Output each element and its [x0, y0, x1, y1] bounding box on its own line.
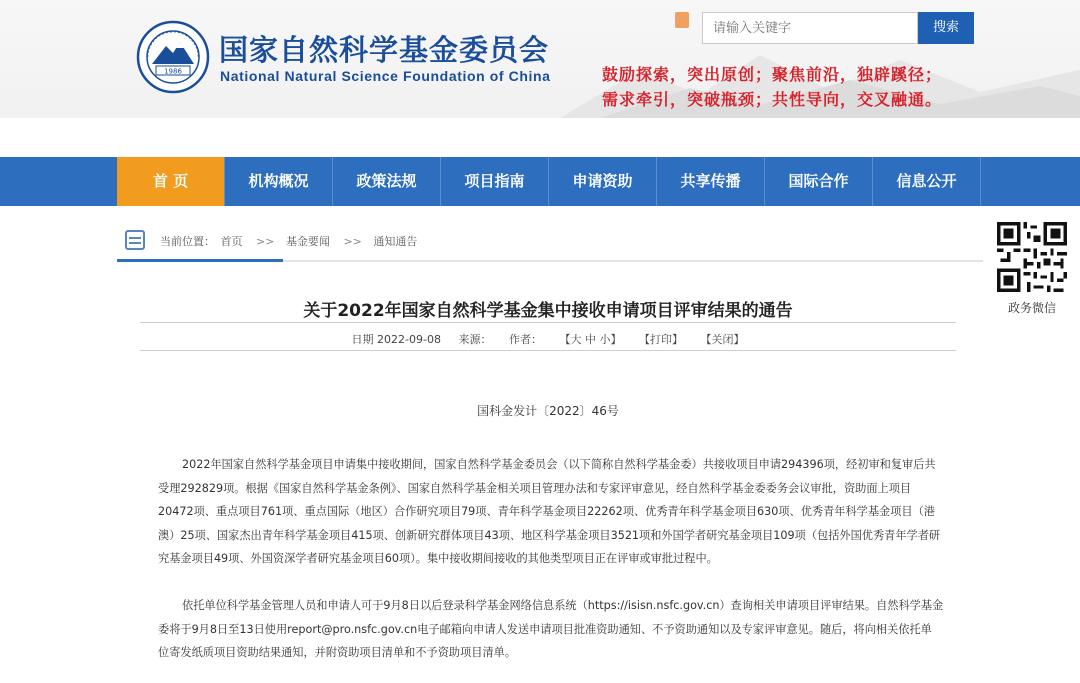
article-author: 作者：	[508, 333, 542, 346]
paragraph-line: 2022年国家自然科学基金项目申请集中接收期间，国家自然科学基金委员会（以下简称自然科学基金委）共接收项目申请294396项，经初审和复审后共	[182, 458, 936, 471]
qr-code-icon	[997, 222, 1067, 292]
paragraph-line: 究基金项目49项、外国资深学者研究基金项目60项）。集中接收期间接收的其他类型项目正在评审或审批过程中。	[158, 552, 718, 565]
search-button[interactable]: 搜索	[918, 12, 974, 44]
search-input[interactable]	[702, 12, 918, 44]
document-icon	[125, 230, 145, 250]
print-link[interactable]: 【打印】	[638, 333, 683, 346]
breadcrumb-separator: >>	[256, 235, 275, 248]
site-subtitle: National Natural Science Foundation of China	[220, 68, 551, 84]
nav-item-disclosure[interactable]: 信息公开	[873, 157, 981, 206]
meta-divider-bottom	[140, 350, 956, 351]
site-title: 国家自然科学基金委员会	[219, 33, 550, 67]
article-source: 来源：	[458, 333, 492, 346]
font-size-controls[interactable]: 【大 中 小】	[559, 333, 622, 346]
document-number: 国科金发计〔2022〕46号	[477, 404, 619, 418]
nav-item-home[interactable]: 首 页	[117, 157, 225, 206]
svg-text:1986: 1986	[164, 67, 182, 76]
breadcrumb-item-notices[interactable]: 通知通告	[373, 235, 418, 248]
paragraph-line: 位寄发纸质项目资助结果通知，并附资助项目清单和不予资助项目清单。	[158, 646, 517, 659]
nav-item-funding[interactable]: 申请资助	[549, 157, 657, 206]
paragraph-line: 20472项、重点项目761项、重点国际（地区）合作研究项目79项、青年科学基金项目22262项、优秀青年科学基金项目630项、优秀青年科学基金项目（港	[158, 505, 935, 518]
nav-item-guide[interactable]: 项目指南	[441, 157, 549, 206]
paragraph-1	[158, 453, 944, 571]
paragraph-2	[158, 594, 944, 665]
slogan-line-1: 鼓励探索，突出原创；聚焦前沿，独辟蹊径；	[602, 65, 943, 84]
main-nav	[0, 157, 1080, 206]
language-icon[interactable]	[675, 12, 689, 28]
breadcrumb-item-home[interactable]: 首页	[220, 235, 243, 248]
breadcrumb-divider-accent	[117, 259, 283, 262]
slogan-line-2: 需求牵引，突破瓶颈；共性导向，交叉融通。	[602, 90, 943, 109]
breadcrumb	[160, 233, 419, 249]
qr-label: 政务微信	[1007, 301, 1056, 315]
paragraph-line: 受理292829项。根据《国家自然科学基金条例》、国家自然科学基金相关项目管理办法和专家评审意见，经自然科学基金委委务会议审批，资助面上项目	[158, 481, 912, 495]
nav-item-about[interactable]: 机构概况	[225, 157, 333, 206]
article-meta	[140, 331, 956, 347]
paragraph-line: 澳）25项、国家杰出青年科学基金项目415项、创新研究群体项目43项、地区科学基金项目3521项和外国学者研究基金项目109项（包括外国优秀青年学者研	[158, 528, 941, 542]
nsfc-logo-icon[interactable]	[136, 20, 210, 94]
site-header	[0, 0, 1080, 118]
paragraph-line: 委将于9月8日至13日使用report@pro.nsfc.gov.cn电子邮箱向申请人发送申请项目批准资助通知、不予资助通知以及专家评审意见。随后，将向相关依托单	[158, 622, 932, 636]
article-date: 日期 2022-09-08	[351, 333, 441, 346]
close-link[interactable]: 【关闭】	[700, 333, 745, 346]
nav-item-international[interactable]: 国际合作	[765, 157, 873, 206]
nav-item-sharing[interactable]: 共享传播	[657, 157, 765, 206]
breadcrumb-prefix: 当前位置：	[160, 235, 215, 248]
breadcrumb-item-news[interactable]: 基金要闻	[285, 235, 330, 248]
breadcrumb-separator: >>	[343, 235, 362, 248]
article-title: 关于2022年国家自然科学基金集中接收申请项目评审结果的通告	[303, 301, 793, 321]
paragraph-line: 依托单位科学基金管理人员和申请人可于9月8日以后登录科学基金网络信息系统（https://isisn.nsfc.gov.cn）查询相关申请项目评审结果。自然科学基金	[182, 599, 944, 612]
nav-item-policy[interactable]: 政策法规	[333, 157, 441, 206]
meta-divider-top	[140, 322, 956, 323]
